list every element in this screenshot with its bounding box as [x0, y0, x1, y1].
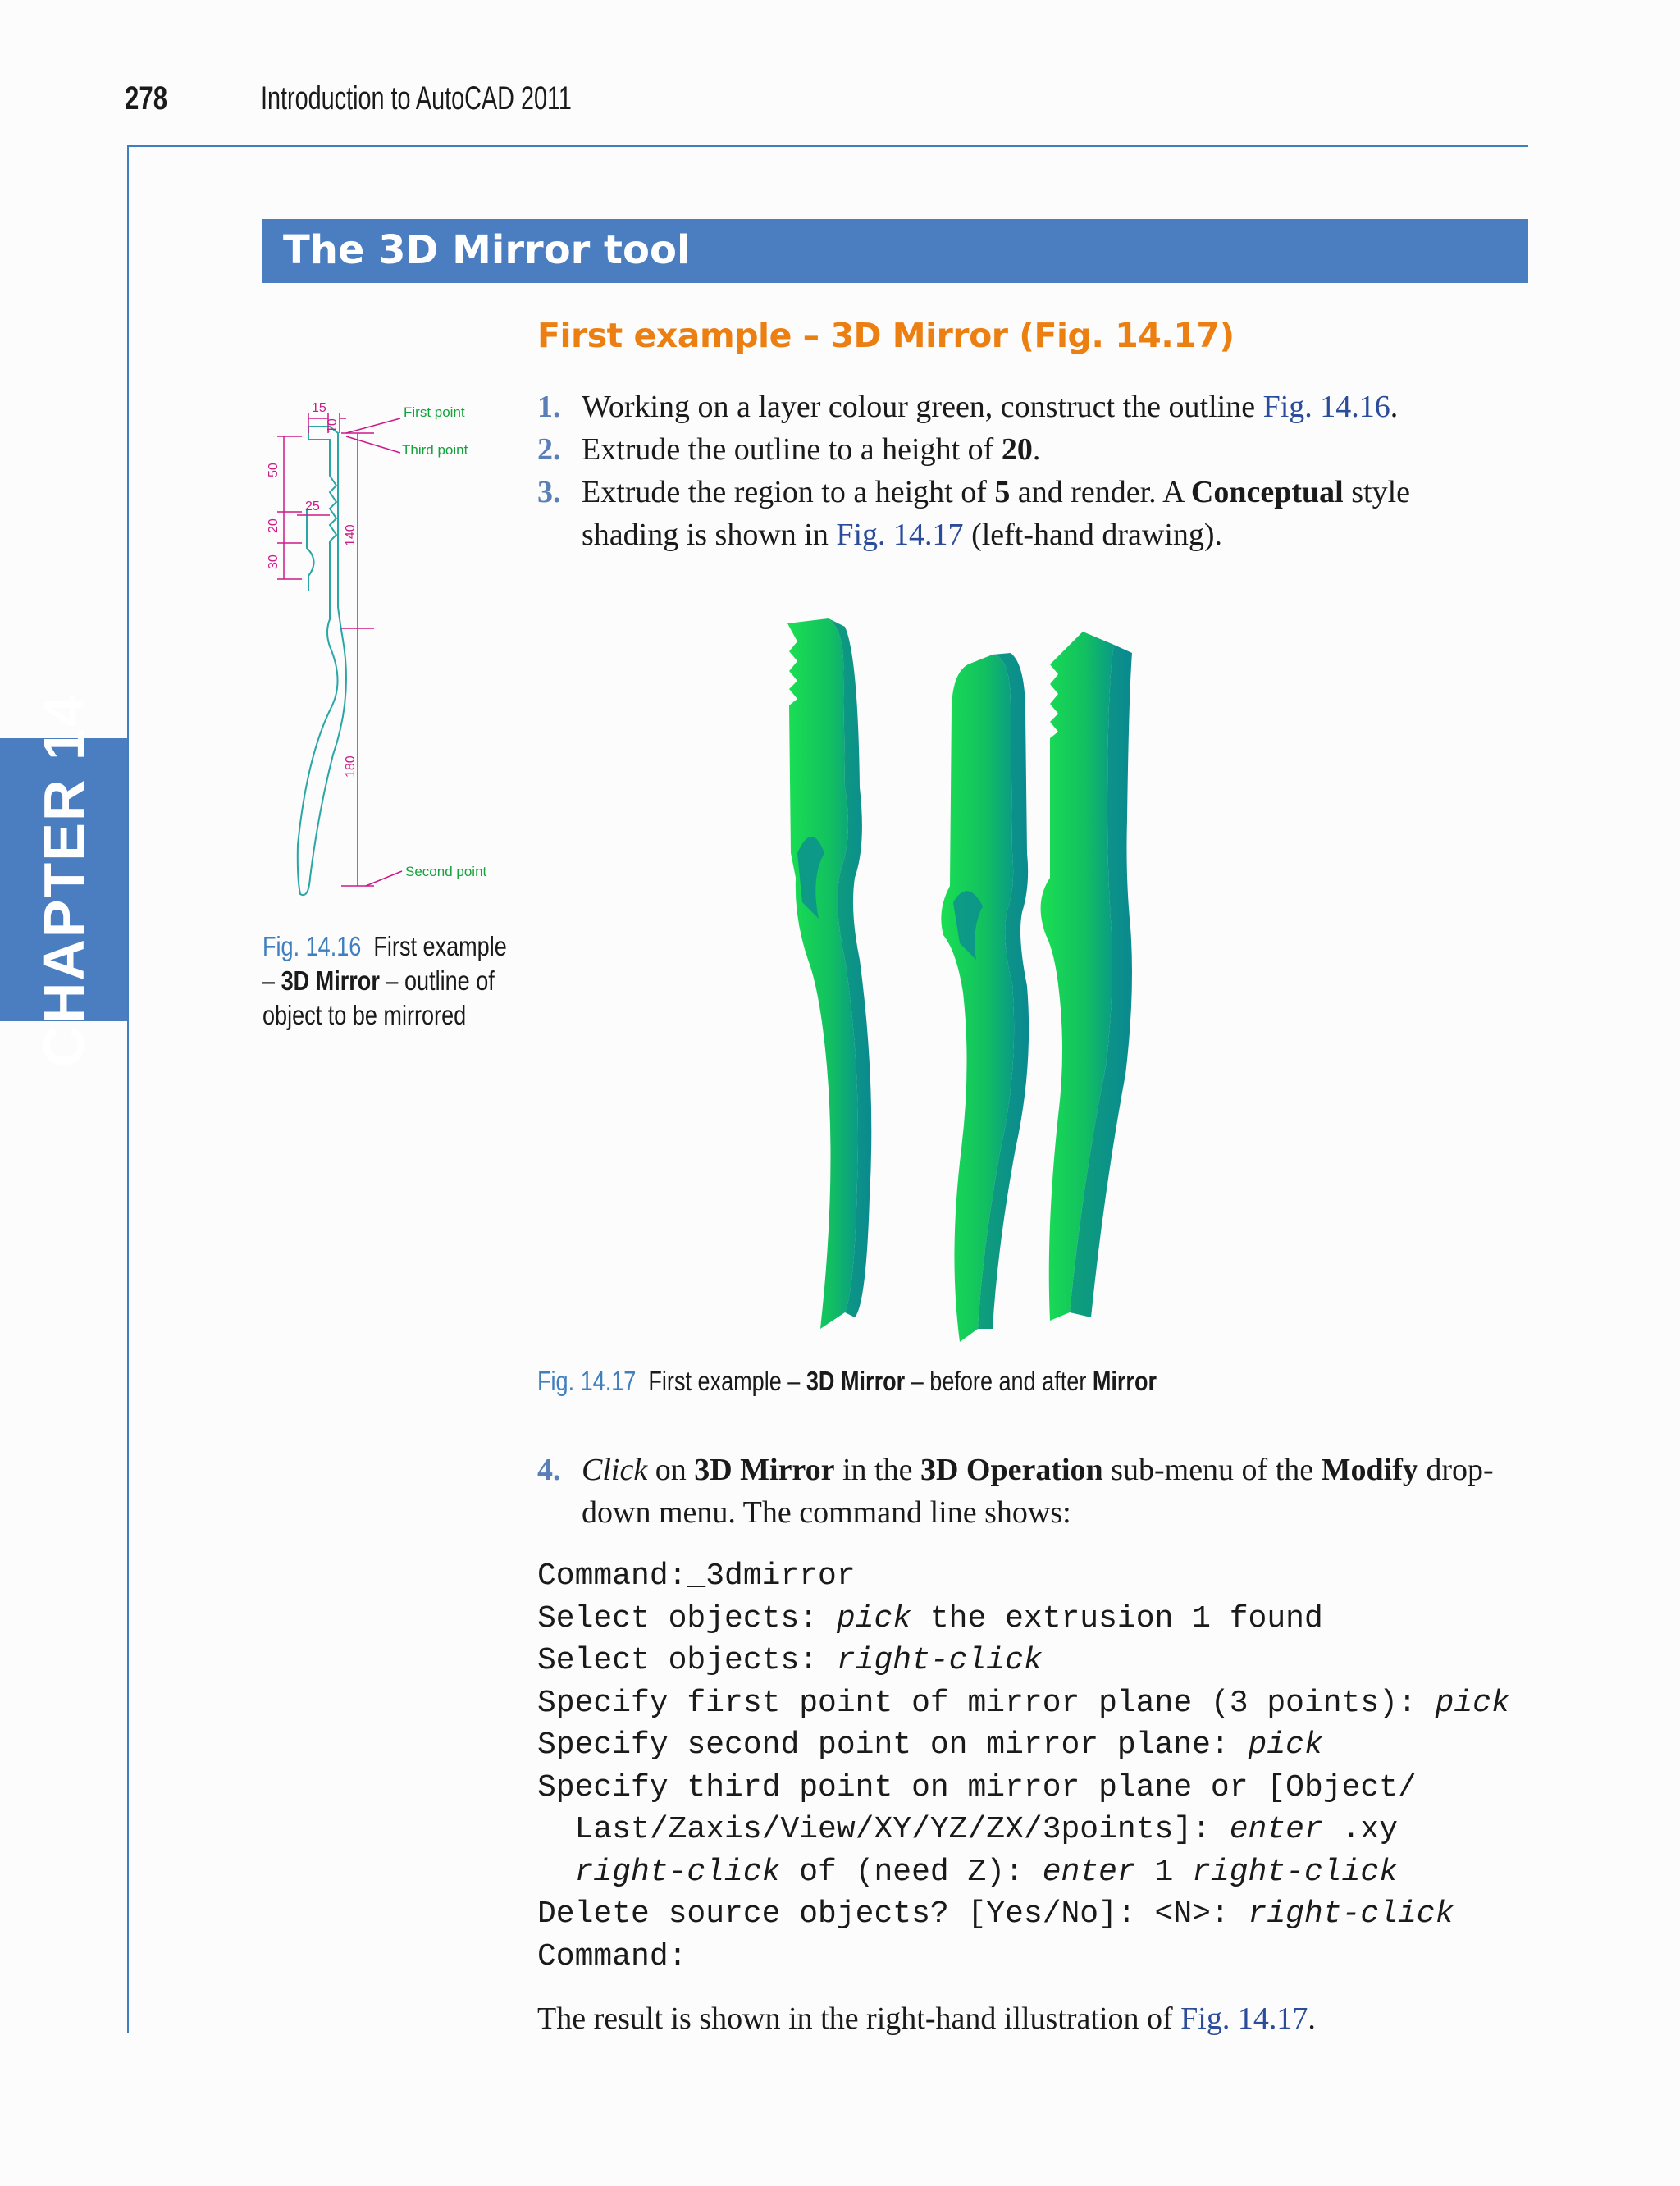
- margin-rule: [127, 145, 129, 2033]
- original-extrusion: [788, 618, 871, 1329]
- step-number: 2.: [537, 432, 561, 467]
- step-2: [537, 428, 1530, 471]
- step-number: 4.: [537, 1453, 561, 1487]
- dim-label: 25: [305, 500, 320, 513]
- step-text: Extrude the region to a height of 5 and render. A Conceptual style shading is shown in Fig. 14.17 (left-hand drawing).: [582, 475, 1410, 552]
- dimension-lines: [277, 413, 374, 886]
- command-line: Specify third point on mirror plane or [Object/: [537, 1769, 1417, 1805]
- mirrored-extrusion: [941, 632, 1132, 1342]
- fig-14-16-outline-drawing: [261, 386, 523, 915]
- step-3: [537, 471, 1530, 556]
- step-4: [537, 1449, 1530, 1534]
- example-heading: First example – 3D Mirror (Fig. 14.17): [537, 316, 1235, 355]
- command-line: Command:: [537, 1938, 687, 1974]
- dim-label: 180: [344, 755, 358, 778]
- dim-label: 15: [312, 401, 326, 415]
- command-line: Last/Zaxis/View/XY/YZ/ZX/3points]: enter .xy: [537, 1812, 1398, 1847]
- chapter-tab-label-wrap: [0, 692, 127, 1067]
- figure-label: Fig. 14.16: [262, 931, 362, 961]
- command-line: Select objects: pick the extrusion 1 found: [537, 1600, 1323, 1636]
- section-title: The 3D Mirror tool: [283, 227, 691, 273]
- command-line: Command:_3dmirror: [537, 1558, 856, 1594]
- dim-label: 140: [344, 524, 358, 546]
- command-line: Specify first point of mirror plane (3 points): pick: [537, 1685, 1510, 1721]
- fig-14-16-caption: Fig. 14.16 First example – 3D Mirror – outline of object to be mirrored: [262, 931, 507, 1030]
- running-header-title: Introduction to AutoCAD 2011: [261, 80, 572, 116]
- point-leaders: [346, 418, 402, 886]
- step-number: 1.: [537, 390, 561, 424]
- third-point-label: Third point: [402, 442, 468, 458]
- object-outline: [298, 427, 346, 895]
- dim-label: 20: [267, 518, 281, 533]
- first-point-label: First point: [404, 404, 465, 420]
- second-point-label: Second point: [405, 864, 487, 879]
- command-line: Specify second point on mirror plane: pick: [537, 1727, 1323, 1763]
- figure-reference-link[interactable]: Fig. 14.17: [836, 518, 964, 552]
- step-text: Working on a layer colour green, construct the outline Fig. 14.16.: [582, 390, 1399, 424]
- dim-label: 50: [267, 463, 281, 477]
- command-line-listing: [537, 1555, 1510, 1978]
- object-outline-notch: [307, 509, 314, 591]
- command-line: right-click of (need Z): enter 1 right-click: [574, 1854, 1399, 1890]
- chapter-tab-label: CHAPTER 14: [31, 692, 96, 1067]
- figure-reference-link[interactable]: Fig. 14.16: [1262, 390, 1390, 424]
- fig-14-17-caption: Fig. 14.17 First example – 3D Mirror – before and after Mirror: [537, 1366, 1157, 1396]
- figure-reference-link[interactable]: Fig. 14.17: [1180, 2001, 1308, 2036]
- dimension-labels: [267, 401, 358, 778]
- figure-label: Fig. 14.17: [537, 1366, 637, 1396]
- fig-14-17-render-illustration: [722, 607, 1312, 1345]
- header-rule: [127, 145, 1528, 147]
- result-sentence: The result is shown in the right-hand illustration of Fig. 14.17.: [537, 2001, 1316, 2036]
- command-line: Delete source objects? [Yes/No]: <N>: right-click: [537, 1896, 1454, 1932]
- step-1: [537, 386, 1530, 428]
- command-line: Select objects: right-click: [537, 1643, 1043, 1678]
- dim-label: 30: [267, 554, 281, 569]
- step-text: Click on 3D Mirror in the 3D Operation sub-menu of the Modify drop-down menu. The command line shows:: [582, 1453, 1494, 1530]
- step-text: Extrude the outline to a height of 20.: [582, 432, 1041, 467]
- point-annotations: [402, 404, 487, 879]
- step-number: 3.: [537, 475, 561, 509]
- dim-label: 10: [326, 418, 340, 433]
- page-number: 278: [125, 80, 168, 116]
